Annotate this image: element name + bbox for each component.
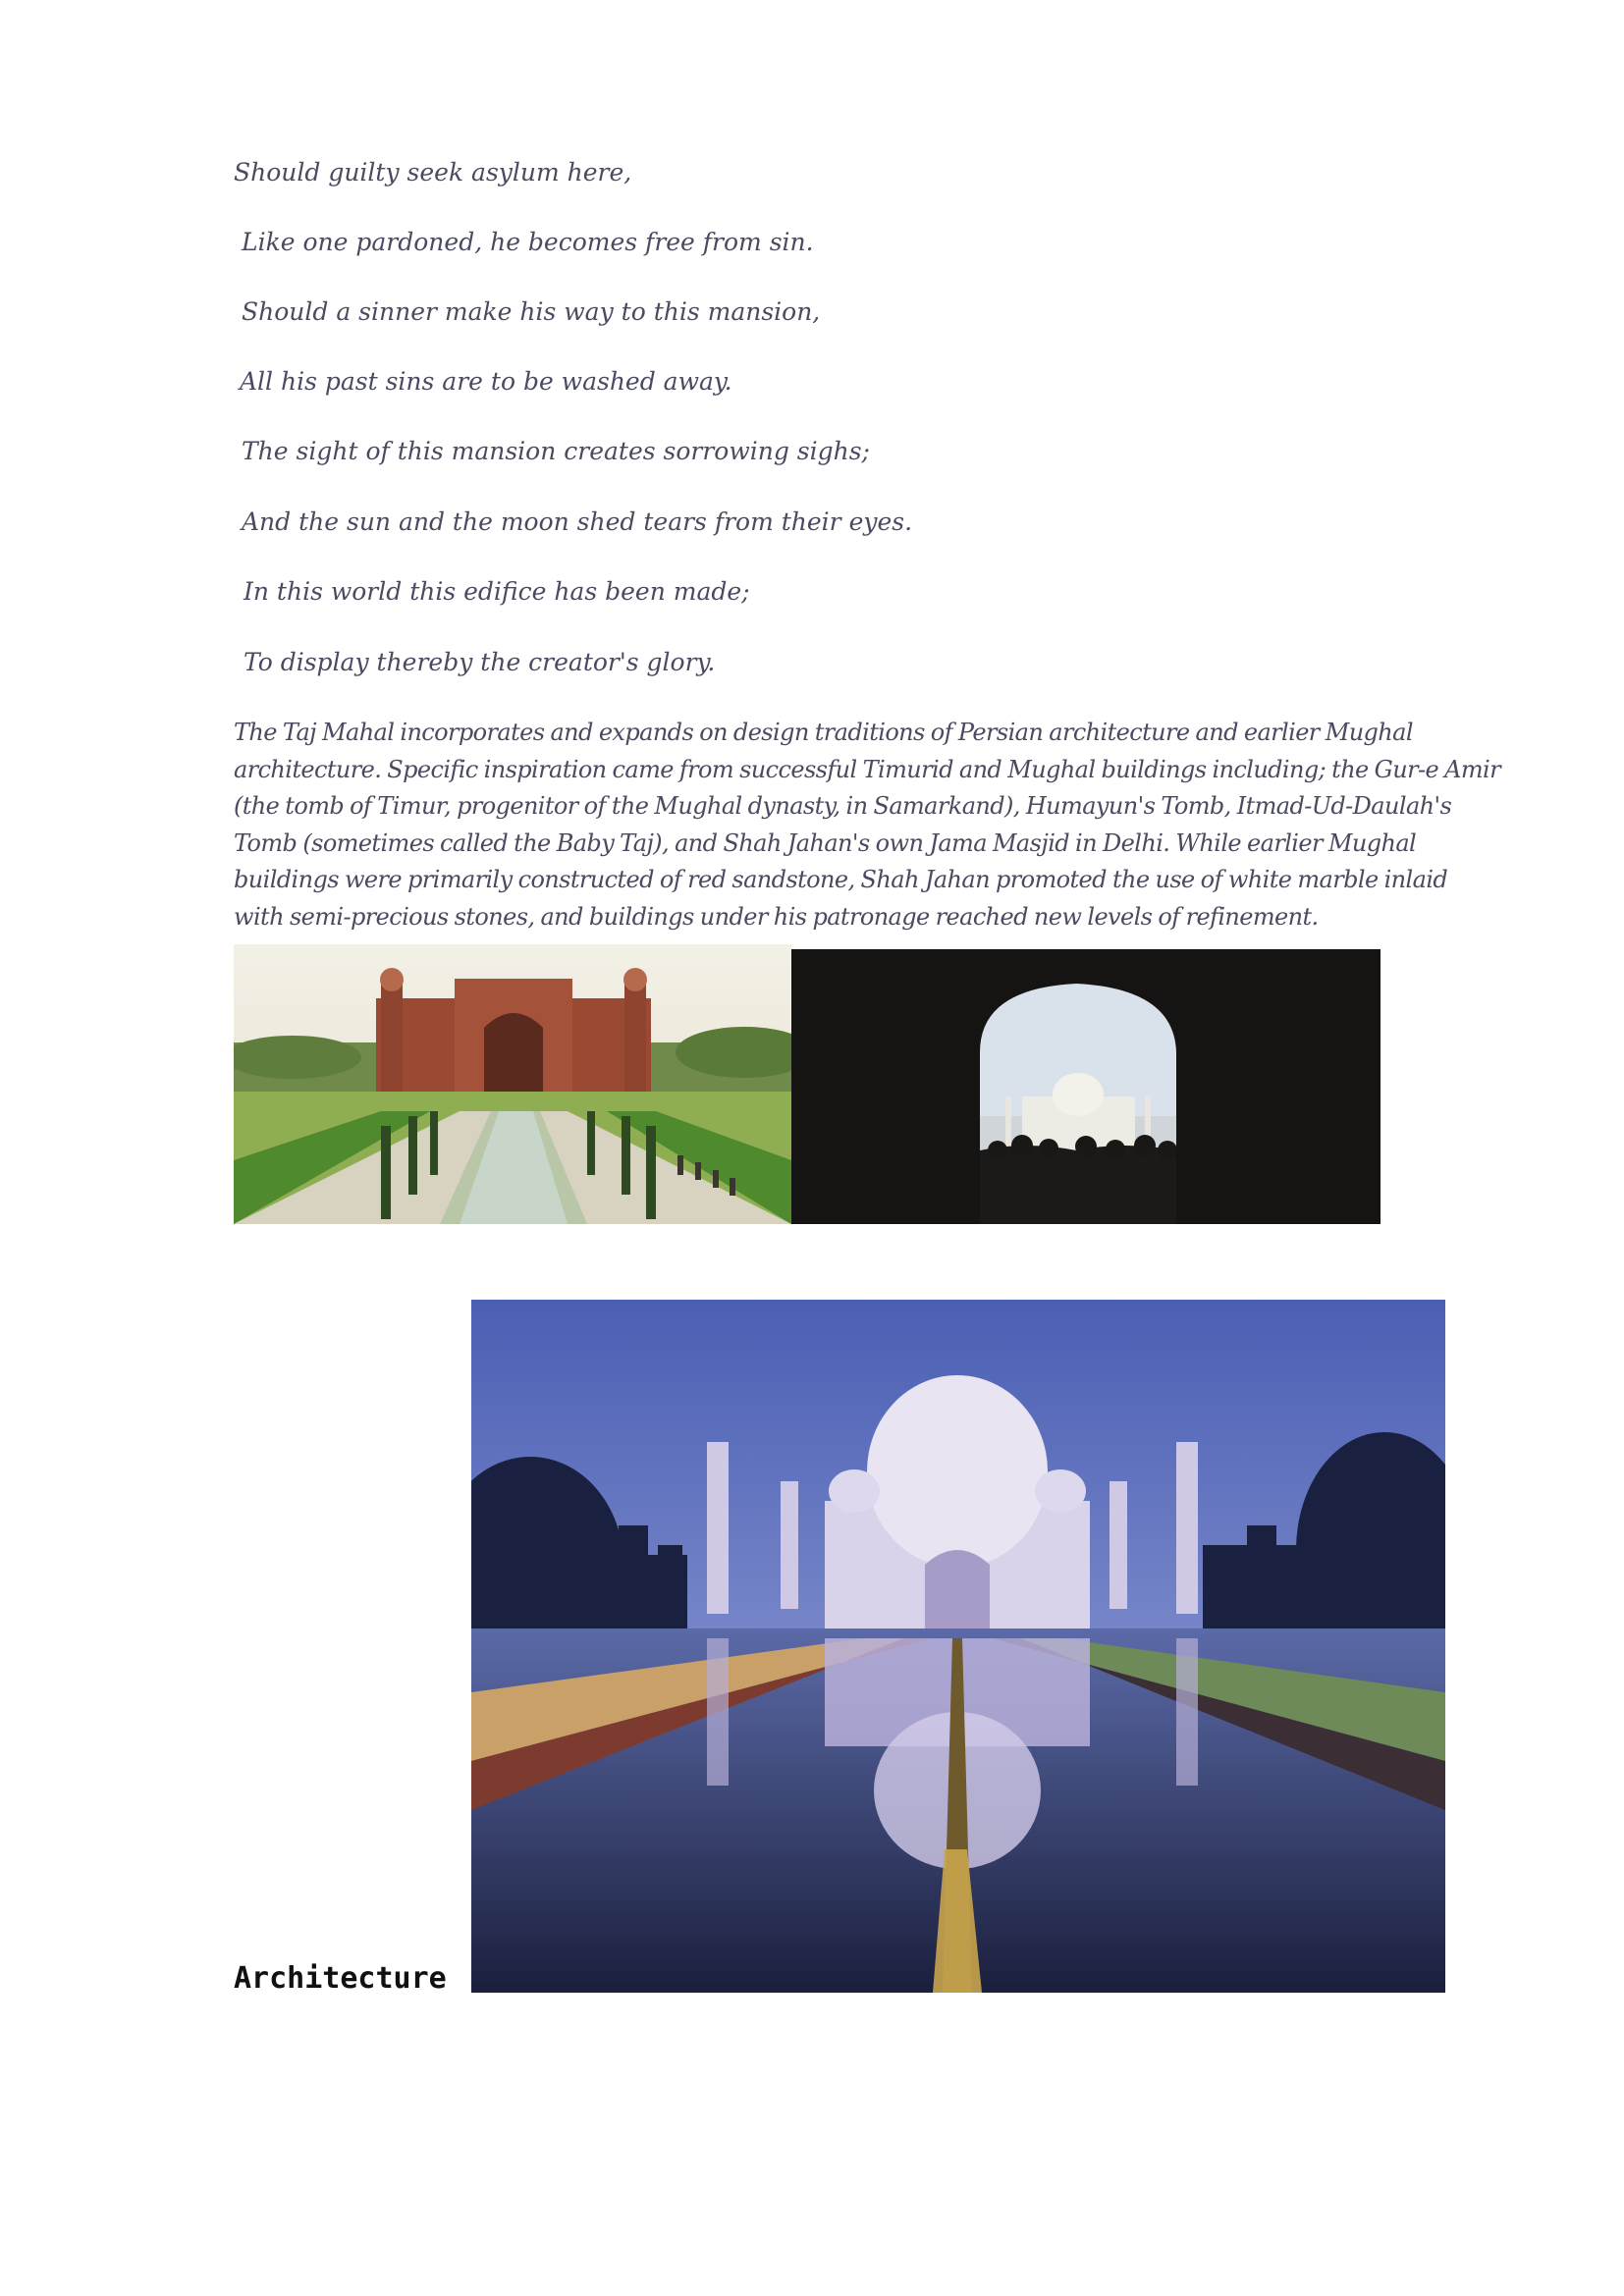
taj-reflection-photo bbox=[471, 1300, 1445, 1993]
verse-line-3: Should a sinner make his way to this mansion, bbox=[242, 297, 821, 326]
verse-line-8: To display thereby the creator's glory. bbox=[244, 648, 716, 676]
architecture-paragraph: The Taj Mahal incorporates and expands on design traditions of Persian architecture and earlier Mughal architecture. Specific inspiration came from successful Timurid and Mughal buildings including; the Gur-e Amir (the tomb of Timur, progenitor of the Mughal dynasty, in Samarkand), Humayun's Tomb, Itmad-Ud-Daulah's Tomb (sometimes called the Baby Taj), and Shah Jahan's own Jama Masjid in Delhi. While earlier Mughal buildings were primarily constructed of red sandstone, Shah Jahan promoted the use of white marble inlaid with semi-precious stones, and buildings under his patronage reached new levels of refinement. bbox=[234, 719, 1500, 931]
verse-line-7: In this world this edifice has been made; bbox=[244, 577, 750, 606]
architecture-heading: Architecture bbox=[234, 1961, 447, 1996]
verse-line-4: All his past sins are to be washed away. bbox=[240, 367, 732, 396]
verse-line-1: Should guilty seek asylum here, bbox=[234, 158, 632, 187]
verse-line-2: Like one pardoned, he becomes free from sin. bbox=[242, 228, 814, 256]
archway-view-photo bbox=[791, 949, 1380, 1224]
gateway-garden-photo bbox=[234, 944, 791, 1224]
verse-line-6: And the sun and the moon shed tears from their eyes. bbox=[242, 507, 913, 536]
verse-line-5: The sight of this mansion creates sorrowing sighs; bbox=[242, 437, 870, 465]
